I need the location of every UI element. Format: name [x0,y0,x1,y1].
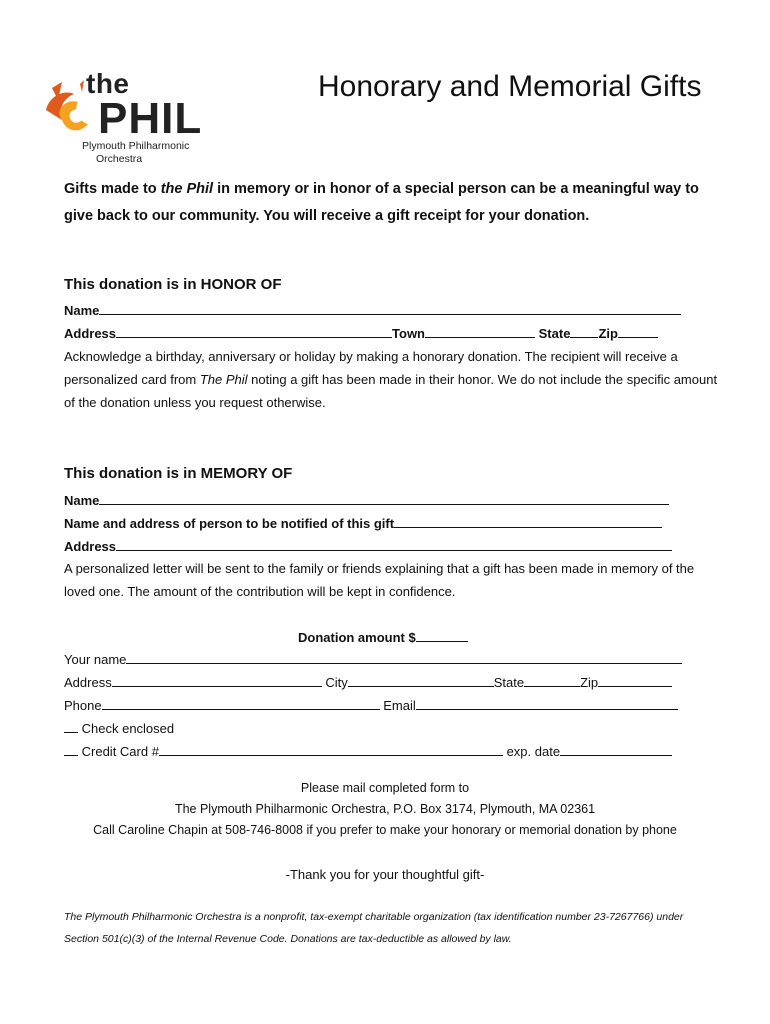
memory-name-field[interactable]: Name [64,489,669,512]
logo-subtitle-1: Plymouth Philharmonic [82,140,190,152]
mail-address: The Plymouth Philharmonic Orchestra, P.O. Box 3174, Plymouth, MA 02361 [174,802,596,816]
honor-address-field[interactable]: Address Town State Zip [64,322,658,345]
logo-subtitle-2: Orchestra [96,153,143,165]
phone-email-field[interactable]: Phone Email [64,694,678,717]
logo-the-text: the [86,68,130,99]
thank-you-text: -Thank you for your thoughtful gift- [285,867,485,882]
memory-notify-field[interactable]: Name and address of person to be notified of this gift [64,512,662,535]
intro-paragraph: Gifts made to the Phil in memory or in honor of a special person can be a meaningful way to give back to our community. You will receive a gift receipt for your donation. [64,181,699,224]
honor-acknowledge-text: Acknowledge a birthday, anniversary or holiday by making a honorary donation. The recipient will receive a personalized card from The Phil noting a gift has been made in their honor. We do not include the specific amount of the donation unless you request otherwise. [64,349,718,410]
credit-card-field[interactable]: Credit Card # exp. date [64,740,672,763]
phone-instructions: Call Caroline Chapin at 508-746-8008 if you prefer to make your honorary or memorial donation by phone [93,823,677,837]
phil-logo [44,68,224,168]
check-enclosed-field[interactable]: Check enclosed [64,717,174,740]
page-title: Honorary and Memorial Gifts [318,70,702,103]
mail-instructions: Please mail completed form to [300,781,470,795]
donor-address-field[interactable]: Address City State Zip [64,671,672,694]
donation-amount-field[interactable]: Donation amount $ [298,626,468,649]
your-name-field[interactable]: Your name [64,648,682,671]
nonprofit-footer: The Plymouth Philharmonic Orchestra is a nonprofit, tax-exempt charitable organization (tax identification number 23-7267766) under Section 501(c)(3) of the Internal Revenue Code. Donations are tax-deductible as allowed by law. [64,911,684,945]
memory-heading: This donation is in MEMORY OF [64,465,293,482]
memory-note-text: A personalized letter will be sent to the family or friends explaining that a gift has been made in memory of the loved one. The amount of the contribution will be kept in confidence. [64,561,695,599]
flame-logo-icon [44,80,92,140]
memory-address-field[interactable]: Address [64,535,672,558]
logo-phil-text: PHIL [98,94,203,143]
honor-name-field[interactable]: Name [64,299,681,322]
honor-heading: This donation is in HONOR OF [64,276,282,293]
